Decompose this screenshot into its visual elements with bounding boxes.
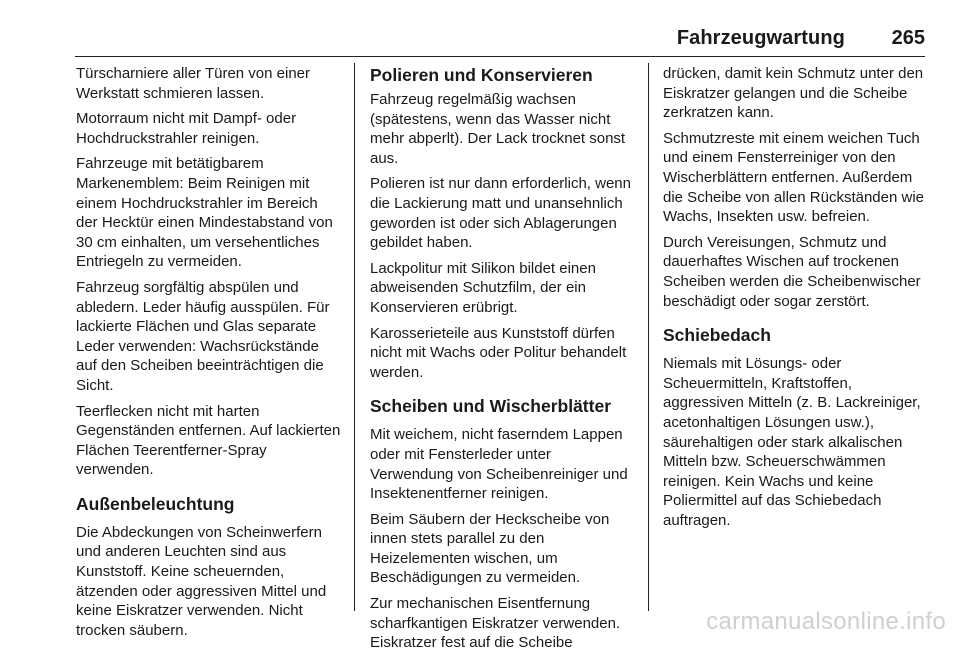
paragraph: Durch Vereisungen, Schmutz und dauerhaftes Wischen auf trockenen Scheiben werden die Scheibenwischer beschädigt oder sogar zerstört. (663, 233, 921, 310)
paragraph: drücken, damit kein Schmutz unter den Eiskratzer gelangen und die Scheibe zerkratzen kann. (663, 65, 924, 122)
column-1 (76, 64, 342, 646)
paragraph: Beim Säubern der Heckscheibe von innen stets parallel zu den Heizelementen wischen, um Beschädigungen zu vermeiden. (370, 510, 610, 587)
section-heading-schiebedach: Schiebedach (663, 325, 771, 346)
column-3 (663, 64, 925, 536)
paragraph: Niemals mit Lösungs- oder Scheuermitteln, Kraftstoffen, aggressiven Mitteln (z. B. Lackreiniger, acetonhaltigen Lösungen usw.), säurehaltigen oder stark alkalischen Mitteln bzw. Scheuerschwämmen reinigen. Kein Wachs und keine Poliermittel auf das Schiebedach auftragen. (663, 355, 921, 529)
page-number: 265 (891, 27, 925, 49)
column-divider-right (648, 63, 649, 611)
watermark: carmanualsonline.info (706, 608, 946, 635)
paragraph: Mit weichem, nicht faserndem Lappen oder mit Fensterleder unter Verwendung von Scheibenreiniger und Insektenentferner reinigen. (370, 426, 628, 503)
paragraph: Teerflecken nicht mit harten Gegenständen entfernen. Auf lackierten Flächen Teerentferner-Spray verwenden. (76, 402, 341, 479)
paragraph: Zur mechanischen Eisentfernung scharfkantigen Eiskratzer verwenden. Eiskratzer fest auf die Scheibe (370, 595, 621, 652)
paragraph: Die Abdeckungen von Scheinwerfern und anderen Leuchten sind aus Kunststoff. Keine scheuernden, ätzenden oder aggressiven Mittel und keine Eiskratzer verwenden. Nicht trocken säubern. (76, 523, 327, 639)
header-title: Fahrzeugwartung (676, 27, 845, 49)
section-heading-scheiben: Scheiben und Wischerblätter (370, 396, 612, 417)
paragraph: Türscharniere aller Türen von einer Werkstatt schmieren lassen. (76, 65, 311, 102)
column-divider-left (354, 63, 355, 611)
paragraph: Lackpolitur mit Silikon bildet einen abweisenden Schutzfilm, der ein Konservieren erübrigt. (370, 259, 596, 316)
paragraph: Fahrzeuge mit betätigbarem Markenemblem: Beim Reinigen mit einem Hochdruckstrahler im Bereich der Hecktür einen Mindestabstand von 30 cm einhalten, um versehentliches Entriegeln zu vermeiden. (76, 155, 333, 271)
paragraph: Fahrzeug sorgfältig abspülen und abledern. Leder häufig ausspülen. Für lackierte Flächen und Glas separate Leder verwenden: Wachsrückstände auf den Scheiben beeinträchtigen die Sicht. (76, 278, 330, 394)
paragraph: Karosserieteile aus Kunststoff dürfen nicht mit Wachs oder Politur behandelt werden. (370, 324, 627, 381)
paragraph: Motorraum nicht mit Dampf- oder Hochdruckstrahler reinigen. (76, 110, 297, 147)
paragraph: Polieren ist nur dann erforderlich, wenn die Lackierung matt und unansehnlich geworden ist oder sich Ablagerungen gebildet haben. (370, 175, 631, 252)
section-heading-aussenbeleuchtung: Außenbeleuchtung (76, 493, 235, 514)
paragraph: Schmutzreste mit einem weichen Tuch und einem Fensterreiniger von den Wischerblättern entfernen. Außerdem die Scheibe von allen Rückständen wie Wachs, Insekten usw. befreien. (663, 129, 924, 226)
paragraph: Fahrzeug regelmäßig wachsen (spätestens, wenn das Wasser nicht mehr abperlt). Der Lack trocknet sonst aus. (370, 91, 626, 167)
section-heading-polieren: Polieren und Konservieren (370, 65, 593, 85)
page-header (75, 26, 925, 57)
column-2 (370, 64, 632, 659)
